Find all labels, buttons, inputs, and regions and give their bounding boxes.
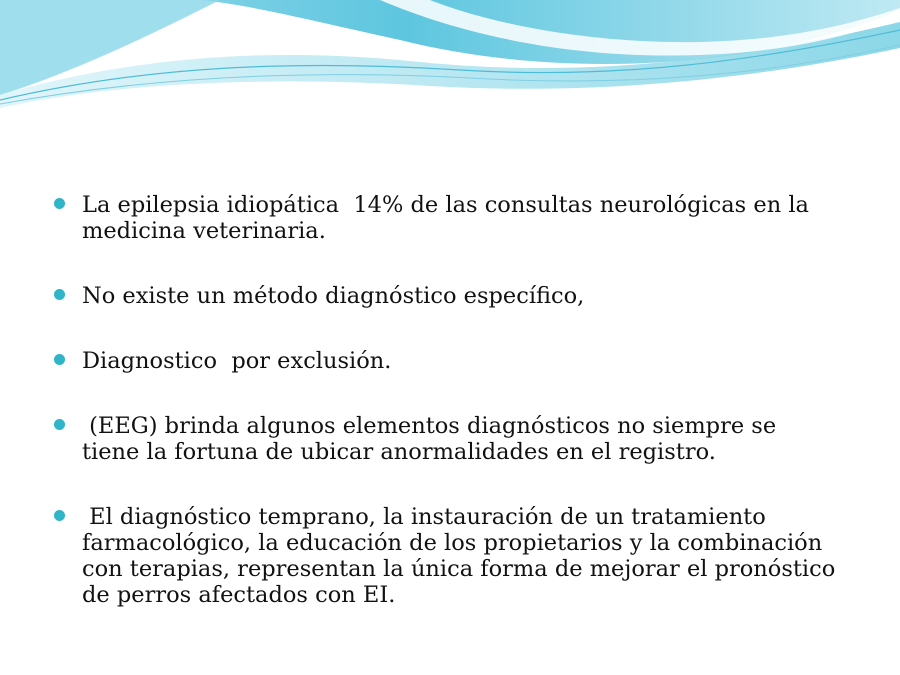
bullet-text: La epilepsia idiopática 14% de las consultas neurológicas en la medicina veterinaria. xyxy=(82,192,809,244)
wave-header-decoration xyxy=(0,0,900,120)
bullet-item xyxy=(52,283,862,309)
bullet-dot-icon xyxy=(54,354,65,365)
bullet-dot-icon xyxy=(54,510,65,521)
bullet-text: (EEG) brinda algunos elementos diagnósticos no siempre se tiene la fortuna de ubicar anormalidades en el registro. xyxy=(82,413,777,465)
bullet-text: El diagnóstico temprano, la instauración de un tratamiento farmacológico, la educación de los propietarios y la combinación con terapias, representan la única forma de mejorar el pronóstico de perros afectados con EI. xyxy=(82,504,836,608)
bullet-item xyxy=(52,348,862,374)
bullet-dot-icon xyxy=(54,289,65,300)
bullet-item xyxy=(52,504,862,608)
bullet-dot-icon xyxy=(54,198,65,209)
bullet-dot-icon xyxy=(54,419,65,430)
bullet-text: Diagnostico por exclusión. xyxy=(82,348,392,374)
bullet-item xyxy=(52,413,862,465)
bullet-item xyxy=(52,192,862,244)
bullet-list xyxy=(52,192,862,608)
bullet-text: No existe un método diagnóstico específico, xyxy=(82,283,585,309)
